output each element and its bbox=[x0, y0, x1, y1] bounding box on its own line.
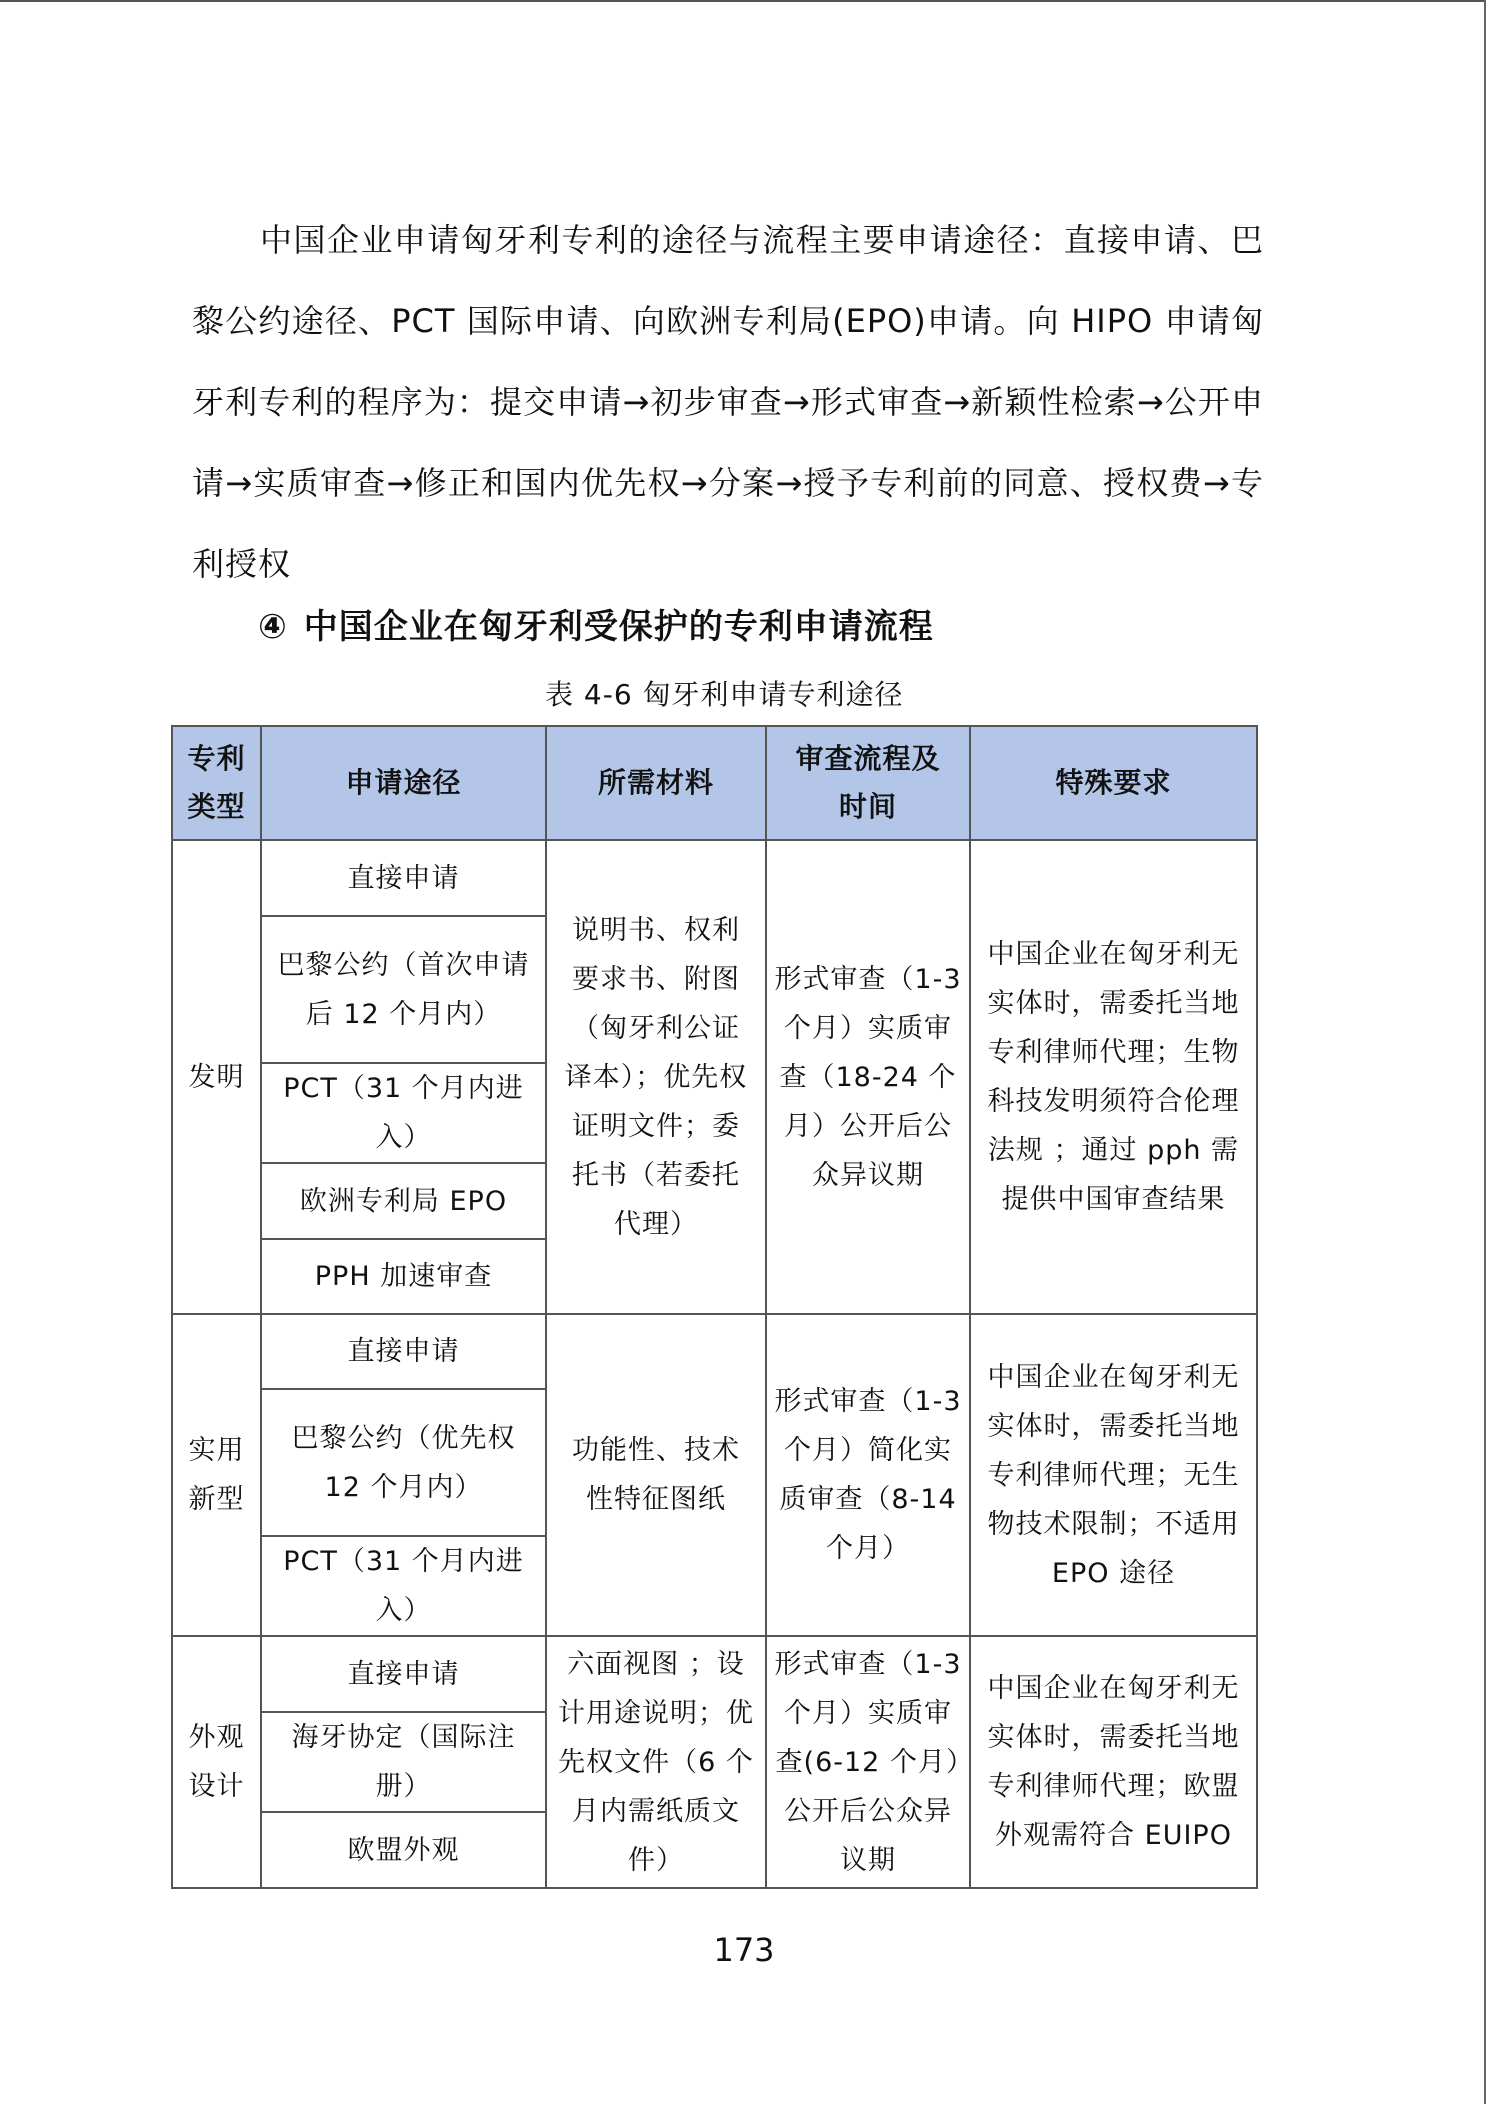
header-special: 特殊要求 bbox=[970, 726, 1257, 840]
materials-cell: 六面视图 ；设计用途说明；优先权文件（6 个月内需纸质文件） bbox=[546, 1636, 766, 1888]
patent-routes-table bbox=[171, 725, 1258, 1889]
table-row bbox=[172, 1314, 1257, 1389]
table-row bbox=[172, 1636, 1257, 1712]
body-paragraph: 中国企业申请匈牙利专利的途径与流程主要申请途径：直接申请、巴黎公约途径、PCT 国际申请、向欧洲专利局(EPO)申请。向 HIPO 申请匈牙利专利的程序为：提交申请→初步审查→形式审查→新颖性检索→公开申请→实质审查→修正和国内优先权→分案→授予专利前的同意、授权费→专利授权 bbox=[192, 200, 1264, 605]
materials-cell: 说明书、权利要求书、附图（匈牙利公证译本）；优先权证明文件；委托书（若委托代理） bbox=[546, 840, 766, 1314]
route-cell: 欧洲专利局 EPO bbox=[261, 1163, 546, 1239]
section-title: 中国企业在匈牙利受保护的专利申请流程 bbox=[304, 607, 934, 647]
page-number: 173 bbox=[0, 1930, 1488, 1970]
route-cell: 直接申请 bbox=[261, 1314, 546, 1389]
section-heading bbox=[258, 602, 1258, 652]
route-cell: PCT（31 个月内进入） bbox=[261, 1536, 546, 1636]
section-number: ④ bbox=[258, 607, 288, 647]
table-caption: 表 4-6 匈牙利申请专利途径 bbox=[545, 675, 965, 715]
table-header-row bbox=[172, 726, 1257, 840]
header-materials: 所需材料 bbox=[546, 726, 766, 840]
special-cell: 中国企业在匈牙利无实体时，需委托当地专利律师代理；生物科技发明须符合伦理法规 ；通过 pph 需提供中国审查结果 bbox=[970, 840, 1257, 1314]
header-route: 申请途径 bbox=[261, 726, 546, 840]
route-cell: 直接申请 bbox=[261, 840, 546, 916]
process-cell: 形式审查（1-3 个月）实质审查（18-24 个月）公开后公众异议期 bbox=[766, 840, 970, 1314]
route-cell: 巴黎公约（首次申请后 12 个月内） bbox=[261, 916, 546, 1063]
route-cell: 巴黎公约（优先权 12 个月内） bbox=[261, 1389, 546, 1536]
route-cell: PCT（31 个月内进入） bbox=[261, 1063, 546, 1163]
materials-cell: 功能性、技术性特征图纸 bbox=[546, 1314, 766, 1636]
header-process: 审查流程及时间 bbox=[766, 726, 970, 840]
patent-type-cell: 实用新型 bbox=[172, 1314, 261, 1636]
route-cell: 直接申请 bbox=[261, 1636, 546, 1712]
route-cell: 海牙协定（国际注册） bbox=[261, 1712, 546, 1812]
process-cell: 形式审查（1-3 个月）简化实质审查（8-14 个月） bbox=[766, 1314, 970, 1636]
special-cell: 中国企业在匈牙利无实体时，需委托当地专利律师代理；无生物技术限制；不适用 EPO 途径 bbox=[970, 1314, 1257, 1636]
route-cell: 欧盟外观 bbox=[261, 1812, 546, 1888]
patent-type-cell: 外观设计 bbox=[172, 1636, 261, 1888]
route-cell: PPH 加速审查 bbox=[261, 1239, 546, 1314]
patent-type-cell: 发明 bbox=[172, 840, 261, 1314]
table-row bbox=[172, 840, 1257, 916]
special-cell: 中国企业在匈牙利无实体时，需委托当地专利律师代理；欧盟外观需符合 EUIPO bbox=[970, 1636, 1257, 1888]
header-patent-type: 专利类型 bbox=[172, 726, 261, 840]
process-cell: 形式审查（1-3 个月）实质审查(6-12 个月）公开后公众异议期 bbox=[766, 1636, 970, 1888]
